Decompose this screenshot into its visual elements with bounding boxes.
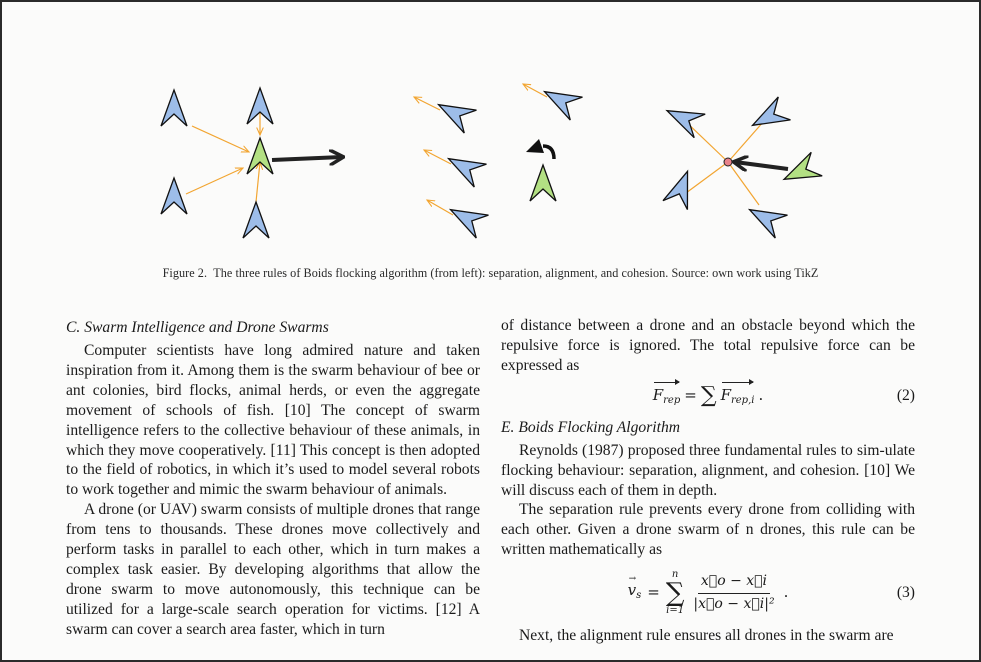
boid-icon [662,99,706,138]
center-of-mass-icon [724,158,732,166]
figure-2-boids-rules [2,2,979,280]
equation-2: $F_{rep}$ = ∑ $F_{rep,i}$ . (2) [501,376,915,416]
equation-number: (2) [896,386,915,404]
paragraph: Reynolds (1987) proposed three fundamental rules to sim-ulate flocking behaviour: separation, alignment, and cohesion. [10] We will discuss each of them in depth. [501,441,915,499]
alignment-panel [414,80,582,238]
figure-caption [2,266,979,281]
equation-number: (3) [896,584,915,602]
cohesion-panel [662,97,823,238]
boid-icon [432,93,476,133]
boids-diagram [2,2,979,262]
boid-icon [746,97,790,137]
figure-label: Figure 2. [162,266,208,280]
turn-arrow-icon [543,146,554,159]
boid-icon [538,80,582,120]
paragraph-continuation: of distance between a drone and an obstacle beyond which the repulsive force is ignored. The total repulsive force can be expressed as [501,317,915,374]
boid-icon [161,178,187,214]
figure-caption-text: The three rules of Boids flocking algorithm (from left): separation, alignment, and cohesion. Source: own work using TikZ [213,266,819,280]
paper-page [2,2,979,662]
separation-panel [161,88,342,238]
paragraph: Computer scientists have long admired nature and taken inspiration from it. Among them is the swarm behaviour of bee or ant colonies, bird flocks, animal herds, or even the aggregate movement of schools of fish. [10] The concept of swarm intelligence refers to the collective behaviour of these animals, in which they move cooperatively. [11] This concept is then adopted to the field of robotics, in which it’s used to model several robots to work together and mimic the swarm behaviour of animals. [66,342,480,499]
boid-icon [442,147,486,187]
boid-icon [663,167,700,210]
paragraph: A drone (or UAV) swarm consists of multiple drones that range from tens to thousands. These drones move collectively and perform tasks in parallel to each other, which in turn makes a complex task easier. By developing algorithms that allow the drone swarm to move autonomously, this technique can be utilized for a large-scale search operation for victims. [12] A swarm can cover a search area faster, which in turn [66,501,480,638]
focus-boid-icon [779,152,823,191]
paragraph: The separation rule prevents every drone from colliding with each other. Given a drone swarm of n drones, this rule can be written mathematically as [501,501,915,559]
paragraph: Next, the alignment rule ensures all drones in the swarm are [519,627,894,645]
boid-icon [743,198,787,238]
boid-icon [161,90,187,126]
boid-icon [243,202,269,238]
section-heading-c: C. Swarm Intelligence and Drone Swarms [66,319,329,336]
focus-boid-icon [530,165,556,201]
right-column [501,316,915,646]
boid-icon [444,198,488,238]
focus-boid-icon [247,138,273,174]
section-heading-e: E. Boids Flocking Algorithm [501,418,681,436]
equation-3: → $v_s$ = n ∑ i=1 $\frac{x⃗o - x⃗i}{\text{|x⃗o − x⃗i|²}}$ . (3) [501,560,915,626]
left-column [66,316,480,640]
